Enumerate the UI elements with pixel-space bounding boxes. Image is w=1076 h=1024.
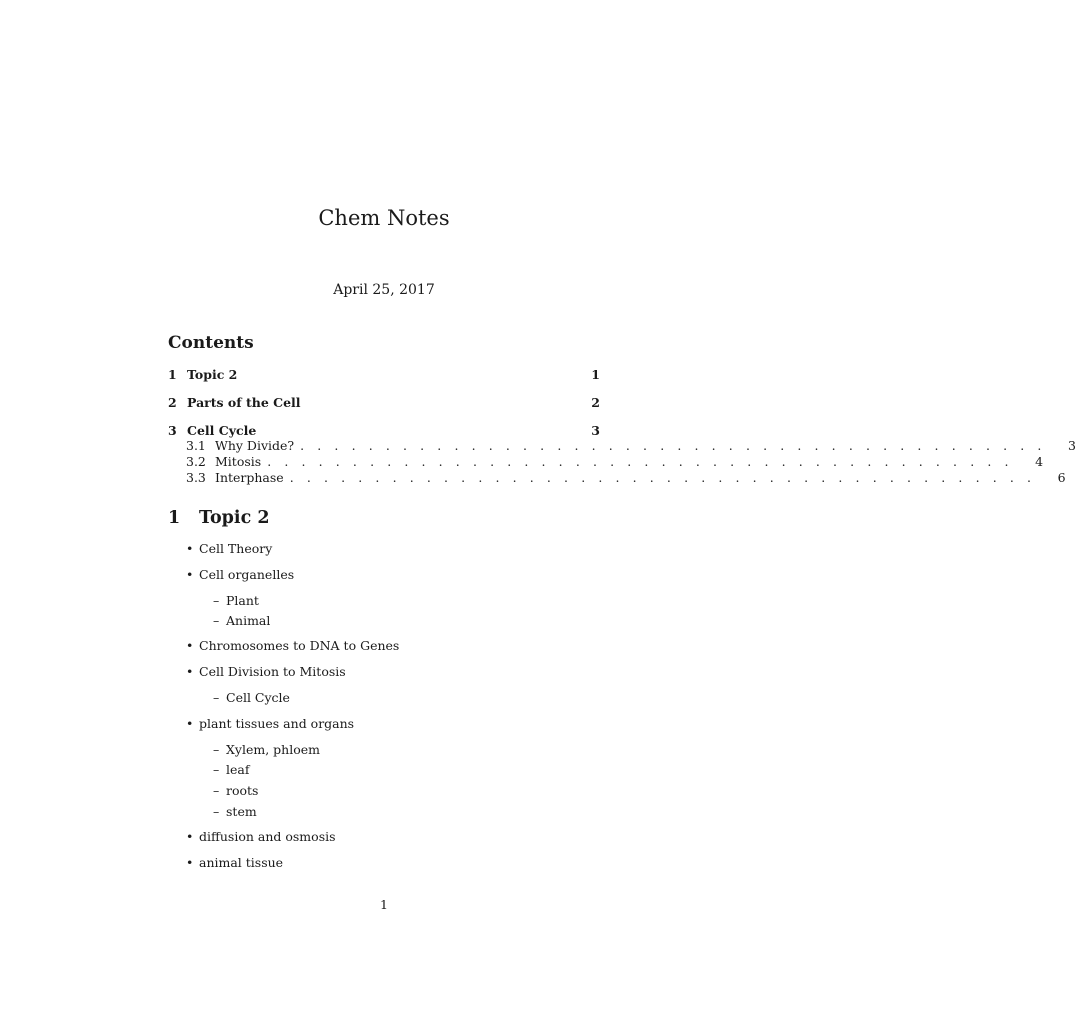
list-item-text: Xylem, phloem <box>226 742 320 757</box>
page-number: 1 <box>380 897 388 912</box>
bullet-icon: • <box>186 829 194 844</box>
sub-list-item <box>213 804 257 820</box>
list-item-text: Cell Division to Mitosis <box>199 664 346 679</box>
list-item-text: diffusion and osmosis <box>199 829 336 844</box>
toc-entry-mitosis[interactable] <box>168 454 1044 470</box>
list-item-text: roots <box>226 783 259 798</box>
dash-icon: – <box>213 783 220 798</box>
list-item-text: Plant <box>226 593 259 608</box>
sub-list-item <box>213 690 290 706</box>
toc-entry-number: 3.1 <box>186 438 206 453</box>
toc-entry-page: 6 <box>1057 470 1066 485</box>
dash-icon: – <box>213 762 220 777</box>
sub-list-item <box>213 783 258 799</box>
toc-entry-label: Parts of the Cell <box>187 395 301 410</box>
list-item-text: leaf <box>226 762 250 777</box>
toc-entry-label: Topic 2 <box>187 367 238 382</box>
bullet-icon: • <box>186 567 194 582</box>
list-item <box>186 567 294 583</box>
list-item-text: stem <box>226 804 257 819</box>
list-item <box>186 638 399 654</box>
list-item <box>186 541 272 557</box>
list-item-text: Cell Theory <box>199 541 273 556</box>
list-item-text: animal tissue <box>199 855 284 870</box>
toc-entry-interphase[interactable] <box>168 470 1066 486</box>
toc-entry-topic-2[interactable] <box>168 367 600 383</box>
toc-leader-dots: . . . . . . . . . . . . . . . . . . . . . . . . . . . . . . . . . . . . . . . . . . . . <box>267 454 1014 469</box>
dash-icon: – <box>213 804 220 819</box>
list-item <box>186 855 283 871</box>
bullet-icon: • <box>186 638 194 653</box>
list-item-text: plant tissues and organs <box>199 716 355 731</box>
document-title: Chem Notes <box>318 206 450 230</box>
sub-list-item <box>213 613 270 629</box>
dash-icon: – <box>213 613 220 628</box>
toc-entry-parts-of-the-cell[interactable] <box>168 395 600 411</box>
toc-entry-page: 2 <box>591 395 600 410</box>
toc-entry-cell-cycle[interactable] <box>168 423 600 439</box>
list-item <box>186 829 336 845</box>
contents-heading: Contents <box>168 333 254 353</box>
toc-leader-dots: . . . . . . . . . . . . . . . . . . . . . . . . . . . . . . . . . . . . . . . . . . . . <box>289 470 1036 485</box>
dash-icon: – <box>213 593 220 608</box>
toc-entry-page: 1 <box>591 367 600 382</box>
list-item-text: Animal <box>226 613 271 628</box>
bullet-icon: • <box>186 716 194 731</box>
toc-entry-number: 3.2 <box>186 454 206 469</box>
toc-entry-number: 3.3 <box>186 470 206 485</box>
dash-icon: – <box>213 690 220 705</box>
list-item-text: Cell Cycle <box>226 690 290 705</box>
dash-icon: – <box>213 742 220 757</box>
toc-entry-label: Interphase <box>215 470 284 485</box>
section-number: 1 <box>168 508 181 528</box>
toc-entry-number: 1 <box>168 367 177 382</box>
sub-list-item <box>213 762 249 778</box>
toc-entry-page: 3 <box>591 423 600 438</box>
toc-entry-label: Mitosis <box>215 454 262 469</box>
toc-entry-number: 2 <box>168 395 177 410</box>
bullet-icon: • <box>186 664 194 679</box>
list-item <box>186 664 346 680</box>
list-item <box>186 716 354 732</box>
sub-list-item <box>213 593 259 609</box>
toc-entry-number: 3 <box>168 423 177 438</box>
list-item-text: Chromosomes to DNA to Genes <box>199 638 400 653</box>
toc-entry-why-divide[interactable] <box>168 438 1076 454</box>
document-date: April 25, 2017 <box>333 282 435 298</box>
toc-entry-page: 4 <box>1035 454 1044 469</box>
bullet-icon: • <box>186 855 194 870</box>
sub-list-item <box>213 742 320 758</box>
section-title: Topic 2 <box>199 508 270 528</box>
toc-leader-dots: . . . . . . . . . . . . . . . . . . . . . . . . . . . . . . . . . . . . . . . . . . . . <box>300 438 1047 453</box>
section-heading-topic-2 <box>168 508 270 528</box>
list-item-text: Cell organelles <box>199 567 295 582</box>
toc-entry-page: 3 <box>1068 438 1076 453</box>
toc-entry-label: Cell Cycle <box>187 423 257 438</box>
bullet-icon: • <box>186 541 194 556</box>
toc-entry-label: Why Divide? <box>215 438 295 453</box>
